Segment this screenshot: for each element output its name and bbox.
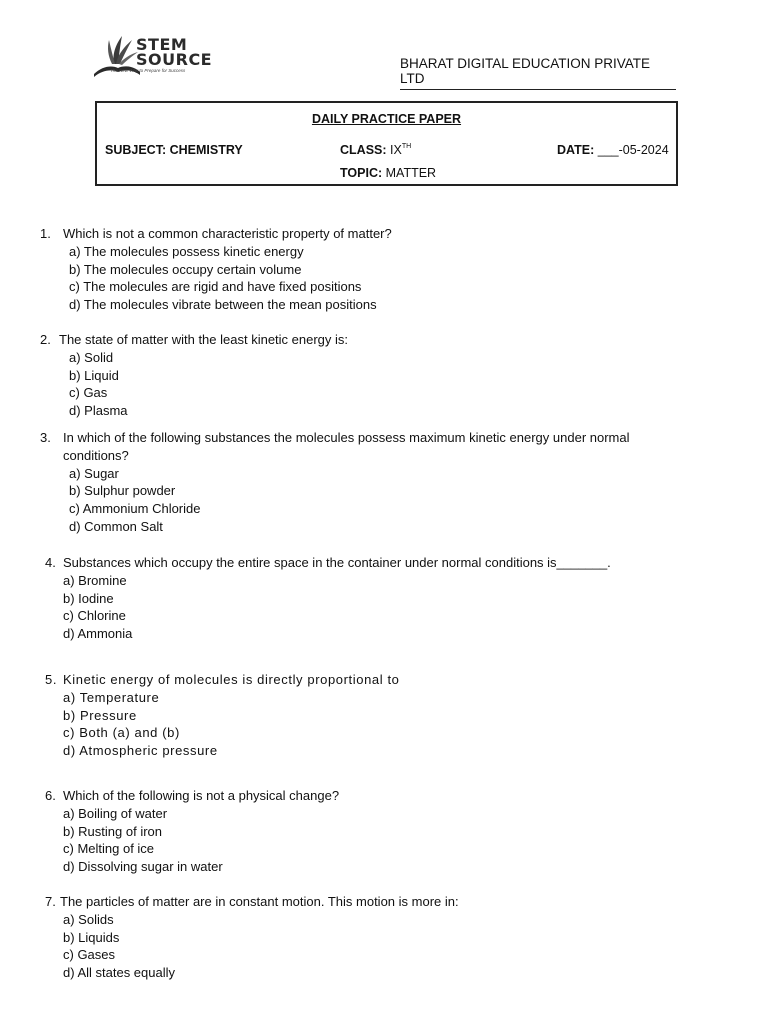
book-leaf-icon [92,34,142,80]
class-field [340,143,411,157]
option-b: b) Liquids [63,929,120,945]
option-b: b) Pressure [63,707,137,723]
option-c: c) Gas [69,385,108,401]
option-c: c) Melting of ice [63,841,155,857]
option-d: d) Plasma [69,403,128,419]
option-b: b) Sulphur powder [69,483,176,499]
logo-text-stem: STEM [136,35,188,54]
option-a: a) Bromine [63,572,127,588]
date-value: ___-05-2024 [597,143,669,157]
question-4 [45,554,611,643]
question-3 [40,429,630,536]
class-superscript: TH [401,143,412,150]
date-label: DATE: [557,143,595,157]
class-value: IX [390,143,402,157]
option-d: d) Common Salt [69,518,163,534]
option-d: d) Atmospheric pressure [63,743,218,759]
class-label: CLASS: [340,143,387,157]
option-c: c) Ammonium Chloride [69,501,201,517]
question-number: 6. [45,788,56,803]
option-c: c) The molecules are rigid and have fixed positions [69,279,362,295]
option-b: b) Liquid [69,367,119,383]
option-a: a) Solid [69,349,114,365]
question-6 [45,787,339,876]
option-a: a) The molecules possess kinetic energy [69,243,304,259]
paper-info-box [95,101,678,186]
question-number: 4. [45,555,56,570]
option-b: b) The molecules occupy certain volume [69,261,302,277]
question-text: In which of the following substances the molecules possess maximum kinetic energy under normal [63,430,630,445]
option-a: a) Solids [63,911,114,927]
question-text: Which of the following is not a physical change? [63,788,340,803]
question-number: 2. [40,332,51,347]
question-1 [40,225,392,314]
question-text: The particles of matter are in constant motion. This motion is more in: [60,894,459,909]
question-number: 1. [40,226,51,241]
topic-field [340,166,436,180]
question-2 [40,331,348,420]
question-number: 3. [40,430,51,445]
topic-value: MATTER [385,166,437,180]
option-a: a) Boiling of water [63,805,168,821]
option-c: c) Both (a) and (b) [63,725,180,741]
question-text-continued: conditions? [63,447,129,463]
paper-title-text: DAILY PRACTICE PAPER [311,112,462,126]
topic-label: TOPIC: [340,166,383,180]
option-d: d) Ammonia [63,626,133,642]
question-number: 7. [45,894,56,909]
question-text: Substances which occupy the entire space in the container under normal conditions is_______. [63,555,611,570]
logo-text-source: SOURCE [136,50,213,69]
company-name: BHARAT DIGITAL EDUCATION PRIVATE LTD [400,56,676,90]
question-text: Which is not a common characteristic property of matter? [63,226,392,241]
stem-source-logo [92,34,222,80]
date-field [557,143,669,157]
question-text: The state of matter with the least kinetic energy is: [59,332,349,347]
option-d: d) All states equally [63,965,176,981]
question-7 [45,893,459,982]
option-b: b) Rusting of iron [63,823,162,839]
option-c: c) Gases [63,947,116,963]
subject-label: SUBJECT: CHEMISTRY [105,143,243,157]
option-d: d) Dissolving sugar in water [63,859,223,875]
option-b: b) Iodine [63,590,114,606]
logo-tagline: The New Way to Prepare for Success [110,68,186,73]
option-a: a) Sugar [69,465,119,481]
option-c: c) Chlorine [63,608,126,624]
option-a: a) Temperature [63,689,160,705]
option-d: d) The molecules vibrate between the mean positions [69,297,377,313]
question-text: Kinetic energy of molecules is directly proportional to [63,672,400,687]
paper-title [97,112,676,126]
question-5 [45,671,399,760]
question-number: 5. [45,672,58,687]
